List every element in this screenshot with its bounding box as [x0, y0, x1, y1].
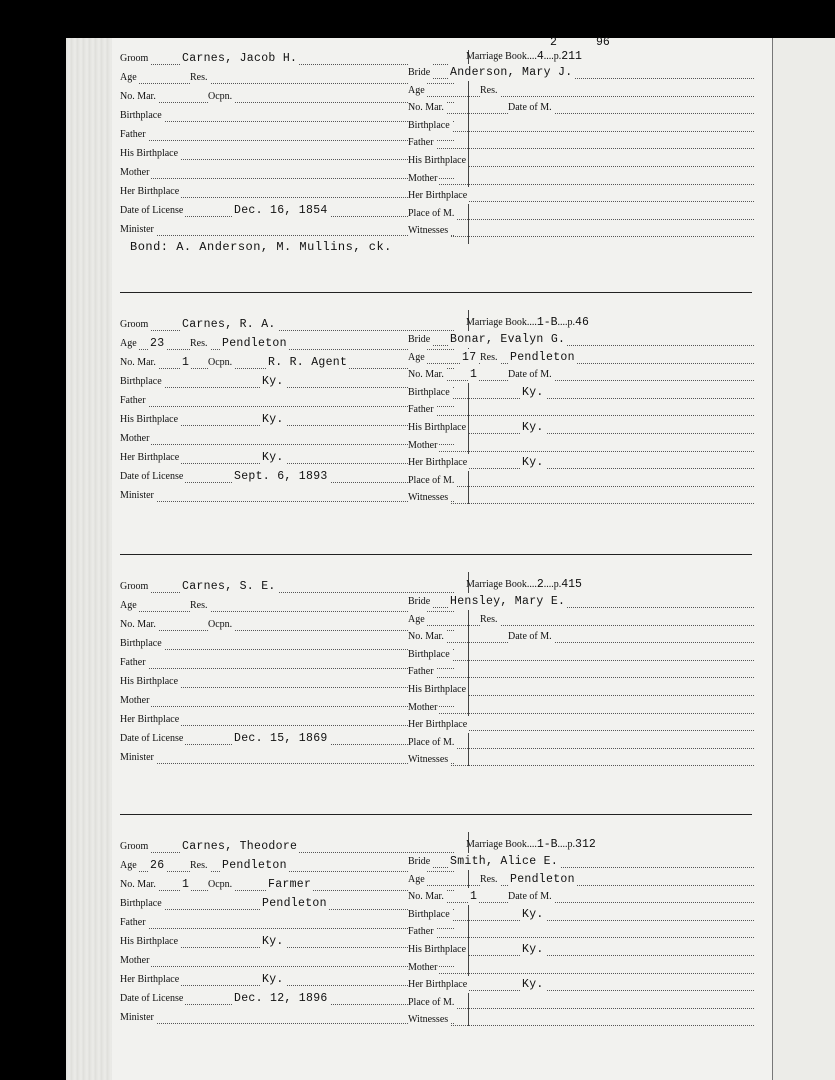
- bride-row-mother: [408, 439, 754, 456]
- bride-mother-label: Mother: [408, 170, 439, 187]
- groom-res-label: Res.: [190, 69, 210, 86]
- groom-father-label: Father: [120, 914, 148, 931]
- groom-name-value: Carnes, R. A.: [182, 318, 276, 331]
- marriage-book-label: Marriage Book: [466, 579, 527, 590]
- fill-line: [120, 706, 454, 707]
- bride-row-bride: [408, 333, 754, 350]
- groom-date-of-license-label: Date of License: [120, 730, 185, 747]
- record-separator: [120, 814, 752, 815]
- groom-row-her-birthplace: [120, 713, 454, 730]
- groom-date-of-license-label: Date of License: [120, 202, 185, 219]
- bride-no-mar-label: No. Mar.: [408, 628, 446, 645]
- fill-line: [408, 131, 754, 132]
- groom-row-minister: [120, 223, 454, 240]
- groom-row-date-of-license: [120, 470, 454, 487]
- bride-place-of-m-label: Place of M.: [408, 472, 456, 489]
- bride-row-her-birthplace: [408, 456, 754, 473]
- groom-row-date-of-license: [120, 732, 454, 749]
- bride-row-birthplace: [408, 386, 754, 403]
- groom-no-mar-value: 1: [182, 878, 190, 891]
- bride-mother-label: Mother: [408, 699, 439, 716]
- bride-father-label: Father: [408, 134, 436, 151]
- bride-bride-label: Bride: [408, 331, 432, 348]
- fill-line: [120, 611, 454, 612]
- fill-line: [408, 677, 754, 678]
- groom-birthplace-label: Birthplace: [120, 895, 164, 912]
- groom-mother-label: Mother: [120, 430, 151, 447]
- groom-row-age: [120, 337, 454, 354]
- bride-his-birthplace-label: His Birthplace: [408, 941, 468, 958]
- groom-her-birthplace-label: Her Birthplace: [120, 971, 181, 988]
- fill-line: [408, 902, 754, 903]
- fill-line: [408, 642, 754, 643]
- groom-ocpn-label: Ocpn.: [208, 354, 234, 371]
- fill-line: [120, 178, 454, 179]
- bride-res-value: Pendleton: [510, 350, 575, 364]
- groom-row-no-mar: [120, 618, 454, 635]
- bride-age-label: Age: [408, 349, 427, 366]
- bride-row-witnesses: [408, 1013, 754, 1030]
- bride-birthplace-value: Ky.: [522, 907, 544, 921]
- marriage-book-number: 1-B: [536, 316, 558, 329]
- groom-row-his-birthplace: [120, 413, 454, 430]
- fill-line: [120, 1023, 454, 1024]
- bride-father-label: Father: [408, 401, 436, 418]
- fill-line: [408, 380, 754, 381]
- bride-birthplace-label: Birthplace: [408, 117, 452, 134]
- bride-birthplace-label: Birthplace: [408, 906, 452, 923]
- groom-his-birthplace-label: His Birthplace: [120, 411, 180, 428]
- groom-his-birthplace-value: Ky.: [262, 935, 284, 948]
- groom-date-of-license-label: Date of License: [120, 990, 185, 1007]
- bride-row-no-mar: [408, 890, 754, 907]
- groom-name-value: Carnes, S. E.: [182, 580, 276, 593]
- bride-row-witnesses: [408, 753, 754, 770]
- fill-line: [408, 236, 754, 237]
- groom-age-label: Age: [120, 857, 139, 874]
- groom-age-label: Age: [120, 597, 139, 614]
- page-number-correction: 96: [596, 36, 610, 49]
- bride-row-mother: [408, 172, 754, 189]
- bride-res-label: Res.: [480, 82, 500, 99]
- bride-witnesses-label: Witnesses: [408, 489, 450, 506]
- bride-age-value: 17: [462, 350, 477, 364]
- fill-line: [120, 83, 454, 84]
- groom-mother-label: Mother: [120, 164, 151, 181]
- groom-his-birthplace-value: Ky.: [262, 413, 284, 426]
- fill-line: [408, 503, 754, 504]
- bride-father-label: Father: [408, 663, 436, 680]
- groom-row-groom: [120, 318, 454, 335]
- groom-row-age: [120, 859, 454, 876]
- bride-row-age: [408, 351, 754, 368]
- bride-mother-label: Mother: [408, 959, 439, 976]
- groom-res-value: Pendleton: [222, 859, 287, 872]
- bride-row-her-birthplace: [408, 718, 754, 735]
- groom-row-mother: [120, 432, 454, 449]
- marriage-book-ref: Marriage Book....2....p.415: [466, 578, 582, 591]
- groom-row-father: [120, 916, 454, 933]
- bride-row-no-mar: [408, 368, 754, 385]
- bride-his-birthplace-value: Ky.: [522, 421, 544, 434]
- groom-row-date-of-license: [120, 992, 454, 1009]
- record-separator: [120, 292, 752, 293]
- groom-row-his-birthplace: [120, 147, 454, 164]
- groom-ocpn-label: Ocpn.: [208, 616, 234, 633]
- bride-no-mar-value: 1: [470, 890, 478, 904]
- bride-row-father: [408, 925, 754, 942]
- marriage-book-page: 415: [561, 578, 582, 591]
- bride-mother-label: Mother: [408, 437, 439, 454]
- bride-father-label: Father: [408, 923, 436, 940]
- fill-line: [408, 219, 754, 220]
- fill-line: [408, 625, 754, 626]
- groom-birthplace-label: Birthplace: [120, 107, 164, 124]
- groom-birthplace-value: Ky.: [262, 375, 284, 388]
- groom-row-birthplace: [120, 375, 454, 392]
- bride-row-place-of-m: [408, 207, 754, 224]
- fill-line: [408, 765, 754, 766]
- bride-row-place-of-m: [408, 996, 754, 1013]
- groom-father-label: Father: [120, 392, 148, 409]
- fill-line: [408, 713, 754, 714]
- groom-no-mar-label: No. Mar.: [120, 876, 158, 893]
- bride-row-father: [408, 665, 754, 682]
- groom-his-birthplace-label: His Birthplace: [120, 933, 180, 950]
- fill-line: [120, 592, 454, 593]
- groom-her-birthplace-label: Her Birthplace: [120, 711, 181, 728]
- bride-row-birthplace: [408, 119, 754, 136]
- bride-name-value: Smith, Alice E.: [450, 855, 559, 868]
- groom-age-label: Age: [120, 69, 139, 86]
- bride-name-value: Bonar, Evalyn G.: [450, 333, 566, 346]
- groom-res-label: Res.: [190, 597, 210, 614]
- groom-row-his-birthplace: [120, 935, 454, 952]
- bride-row-mother: [408, 961, 754, 978]
- bride-row-witnesses: [408, 491, 754, 508]
- fill-line: [408, 415, 754, 416]
- bride-row-witnesses: [408, 224, 754, 241]
- bride-date-of-m-label: Date of M.: [508, 628, 554, 645]
- groom-age-value: 26: [150, 859, 165, 872]
- groom-row-her-birthplace: [120, 973, 454, 990]
- fill-line: [408, 1025, 754, 1026]
- marriage-book-label: Marriage Book: [466, 317, 527, 328]
- bride-row-her-birthplace: [408, 978, 754, 995]
- marriage-book-ref: Marriage Book....1-B....p.46: [466, 316, 589, 329]
- fill-line: [408, 184, 754, 185]
- bride-row-mother: [408, 701, 754, 718]
- bride-witnesses-label: Witnesses: [408, 1011, 450, 1028]
- groom-row-minister: [120, 1011, 454, 1028]
- bride-res-value: Pendleton: [510, 872, 575, 886]
- groom-his-birthplace-label: His Birthplace: [120, 673, 180, 690]
- groom-groom-label: Groom: [120, 578, 150, 595]
- bride-his-birthplace-label: His Birthplace: [408, 419, 468, 436]
- adjacent-page-edge: [772, 38, 835, 1080]
- bride-row-father: [408, 403, 754, 420]
- bride-age-label: Age: [408, 82, 427, 99]
- fill-line: [120, 330, 454, 331]
- groom-minister-label: Minister: [120, 221, 156, 238]
- fill-line: [408, 920, 754, 921]
- groom-row-age: [120, 71, 454, 88]
- groom-age-value: 23: [150, 337, 165, 350]
- fill-line: [408, 1008, 754, 1009]
- groom-row-birthplace: [120, 637, 454, 654]
- bride-bride-label: Bride: [408, 64, 432, 81]
- bride-row-his-birthplace: [408, 421, 754, 438]
- record-separator: [120, 554, 752, 555]
- bride-no-mar-label: No. Mar.: [408, 888, 446, 905]
- groom-date-of-license-value: Sept. 6, 1893: [234, 470, 328, 483]
- groom-row-mother: [120, 694, 454, 711]
- groom-row-birthplace: [120, 897, 454, 914]
- fill-line: [408, 113, 754, 114]
- page-label: p.: [553, 51, 562, 62]
- groom-her-birthplace-label: Her Birthplace: [120, 449, 181, 466]
- groom-no-mar-value: 1: [182, 356, 190, 369]
- bride-no-mar-label: No. Mar.: [408, 366, 446, 383]
- bride-row-father: [408, 136, 754, 153]
- bride-row-no-mar: [408, 101, 754, 118]
- fill-line: [120, 140, 454, 141]
- groom-row-father: [120, 394, 454, 411]
- bride-row-place-of-m: [408, 474, 754, 491]
- groom-row-groom: [120, 840, 454, 857]
- bride-row-birthplace: [408, 648, 754, 665]
- page-label: p.: [553, 579, 562, 590]
- fill-line: [408, 885, 754, 886]
- groom-row-groom: [120, 52, 454, 69]
- groom-no-mar-label: No. Mar.: [120, 616, 158, 633]
- bride-his-birthplace-value: Ky.: [522, 943, 544, 956]
- groom-birthplace-label: Birthplace: [120, 373, 164, 390]
- bride-row-his-birthplace: [408, 154, 754, 171]
- fill-line: [120, 668, 454, 669]
- groom-age-label: Age: [120, 335, 139, 352]
- bride-row-place-of-m: [408, 736, 754, 753]
- groom-her-birthplace-label: Her Birthplace: [120, 183, 181, 200]
- bride-age-label: Age: [408, 611, 427, 628]
- groom-date-of-license-value: Dec. 16, 1854: [234, 204, 328, 217]
- groom-name-value: Carnes, Theodore: [182, 840, 298, 853]
- groom-res-value: Pendleton: [222, 337, 287, 350]
- fill-line: [408, 96, 754, 97]
- bride-row-birthplace: [408, 908, 754, 925]
- groom-row-father: [120, 128, 454, 145]
- bride-age-label: Age: [408, 871, 427, 888]
- groom-row-mother: [120, 166, 454, 183]
- groom-groom-label: Groom: [120, 50, 150, 67]
- groom-her-birthplace-value: Ky.: [262, 451, 284, 464]
- groom-minister-label: Minister: [120, 1009, 156, 1026]
- bride-row-no-mar: [408, 630, 754, 647]
- groom-row-birthplace: [120, 109, 454, 126]
- fill-line: [408, 148, 754, 149]
- bride-row-his-birthplace: [408, 683, 754, 700]
- fill-line: [120, 387, 454, 388]
- groom-row-her-birthplace: [120, 185, 454, 202]
- fill-line: [408, 660, 754, 661]
- groom-birthplace-label: Birthplace: [120, 635, 164, 652]
- bride-her-birthplace-label: Her Birthplace: [408, 187, 469, 204]
- book-number-correction: 2: [550, 36, 557, 49]
- fill-line: [120, 649, 454, 650]
- groom-row-her-birthplace: [120, 451, 454, 468]
- bride-row-bride: [408, 855, 754, 872]
- bride-row-age: [408, 613, 754, 630]
- fill-line: [120, 501, 454, 502]
- bride-her-birthplace-label: Her Birthplace: [408, 454, 469, 471]
- page-label: p.: [567, 839, 576, 850]
- bride-row-bride: [408, 66, 754, 83]
- marriage-book-page: 46: [575, 316, 589, 329]
- bride-witnesses-label: Witnesses: [408, 751, 450, 768]
- fill-line: [408, 973, 754, 974]
- groom-row-no-mar: [120, 878, 454, 895]
- bride-row-her-birthplace: [408, 189, 754, 206]
- fill-line: [408, 451, 754, 452]
- bride-place-of-m-label: Place of M.: [408, 994, 456, 1011]
- groom-name-value: Carnes, Jacob H.: [182, 52, 298, 65]
- bond-note: Bond: A. Anderson, M. Mullins, ck.: [130, 240, 392, 254]
- marriage-book-label: Marriage Book: [466, 839, 527, 850]
- bride-name-value: Hensley, Mary E.: [450, 595, 566, 608]
- groom-ocpn-label: Ocpn.: [208, 88, 234, 105]
- marriage-book-number: 1-B: [536, 838, 558, 851]
- bride-date-of-m-label: Date of M.: [508, 888, 554, 905]
- bride-row-age: [408, 84, 754, 101]
- groom-date-of-license-value: Dec. 15, 1869: [234, 732, 328, 745]
- groom-birthplace-value: Pendleton: [262, 897, 327, 910]
- bride-bride-label: Bride: [408, 593, 432, 610]
- bride-row-his-birthplace: [408, 943, 754, 960]
- groom-row-minister: [120, 751, 454, 768]
- bride-res-label: Res.: [480, 611, 500, 628]
- marriage-book-page: 312: [575, 838, 596, 851]
- fill-line: [408, 486, 754, 487]
- marriage-book-page: 211: [561, 50, 582, 63]
- groom-res-label: Res.: [190, 335, 210, 352]
- groom-row-minister: [120, 489, 454, 506]
- document-page: [66, 38, 835, 1080]
- bride-res-label: Res.: [480, 871, 500, 888]
- groom-ocpn-value: R. R. Agent: [268, 356, 348, 369]
- bride-his-birthplace-label: His Birthplace: [408, 152, 468, 169]
- groom-row-date-of-license: [120, 204, 454, 221]
- fill-line: [120, 121, 454, 122]
- bride-no-mar-label: No. Mar.: [408, 99, 446, 116]
- fill-line: [120, 630, 454, 631]
- groom-minister-label: Minister: [120, 487, 156, 504]
- groom-his-birthplace-label: His Birthplace: [120, 145, 180, 162]
- bride-res-label: Res.: [480, 349, 500, 366]
- fill-line: [408, 748, 754, 749]
- bride-place-of-m-label: Place of M.: [408, 734, 456, 751]
- fill-line: [120, 763, 454, 764]
- marriage-book-ref: Marriage Book....4....p.211: [466, 50, 582, 63]
- groom-res-label: Res.: [190, 857, 210, 874]
- page-label: p.: [567, 317, 576, 328]
- fill-line: [120, 928, 454, 929]
- fill-line: [120, 444, 454, 445]
- bride-name-value: Anderson, Mary J.: [450, 66, 573, 79]
- bride-row-age: [408, 873, 754, 890]
- fill-line: [120, 102, 454, 103]
- fill-line: [408, 937, 754, 938]
- bride-row-bride: [408, 595, 754, 612]
- marriage-book-number: 2: [536, 578, 544, 591]
- groom-minister-label: Minister: [120, 749, 156, 766]
- bride-bride-label: Bride: [408, 853, 432, 870]
- bride-his-birthplace-label: His Birthplace: [408, 681, 468, 698]
- groom-row-no-mar: [120, 90, 454, 107]
- bride-her-birthplace-value: Ky.: [522, 978, 544, 992]
- fill-line: [408, 398, 754, 399]
- bride-her-birthplace-label: Her Birthplace: [408, 716, 469, 733]
- groom-row-father: [120, 656, 454, 673]
- bride-no-mar-value: 1: [470, 368, 478, 382]
- bride-her-birthplace-label: Her Birthplace: [408, 976, 469, 993]
- groom-row-groom: [120, 580, 454, 597]
- bride-birthplace-label: Birthplace: [408, 646, 452, 663]
- marriage-book-ref: Marriage Book....1-B....p.312: [466, 838, 596, 851]
- groom-no-mar-label: No. Mar.: [120, 88, 158, 105]
- bride-birthplace-value: Ky.: [522, 385, 544, 399]
- groom-father-label: Father: [120, 654, 148, 671]
- groom-row-no-mar: [120, 356, 454, 373]
- groom-mother-label: Mother: [120, 692, 151, 709]
- groom-groom-label: Groom: [120, 838, 150, 855]
- groom-father-label: Father: [120, 126, 148, 143]
- groom-date-of-license-value: Dec. 12, 1896: [234, 992, 328, 1005]
- groom-row-mother: [120, 954, 454, 971]
- bride-birthplace-label: Birthplace: [408, 384, 452, 401]
- fill-line: [120, 235, 454, 236]
- fill-line: [120, 966, 454, 967]
- bride-date-of-m-label: Date of M.: [508, 366, 554, 383]
- marriage-book-number: 4: [536, 50, 544, 63]
- groom-mother-label: Mother: [120, 952, 151, 969]
- marriage-book-label: Marriage Book: [466, 51, 527, 62]
- groom-row-his-birthplace: [120, 675, 454, 692]
- bride-place-of-m-label: Place of M.: [408, 205, 456, 222]
- groom-her-birthplace-value: Ky.: [262, 973, 284, 986]
- groom-row-age: [120, 599, 454, 616]
- groom-ocpn-value: Farmer: [268, 878, 312, 891]
- bride-date-of-m-label: Date of M.: [508, 99, 554, 116]
- groom-ocpn-label: Ocpn.: [208, 876, 234, 893]
- groom-date-of-license-label: Date of License: [120, 468, 185, 485]
- bride-her-birthplace-value: Ky.: [522, 456, 544, 470]
- fill-line: [120, 406, 454, 407]
- bride-witnesses-label: Witnesses: [408, 222, 450, 239]
- groom-groom-label: Groom: [120, 316, 150, 333]
- groom-no-mar-label: No. Mar.: [120, 354, 158, 371]
